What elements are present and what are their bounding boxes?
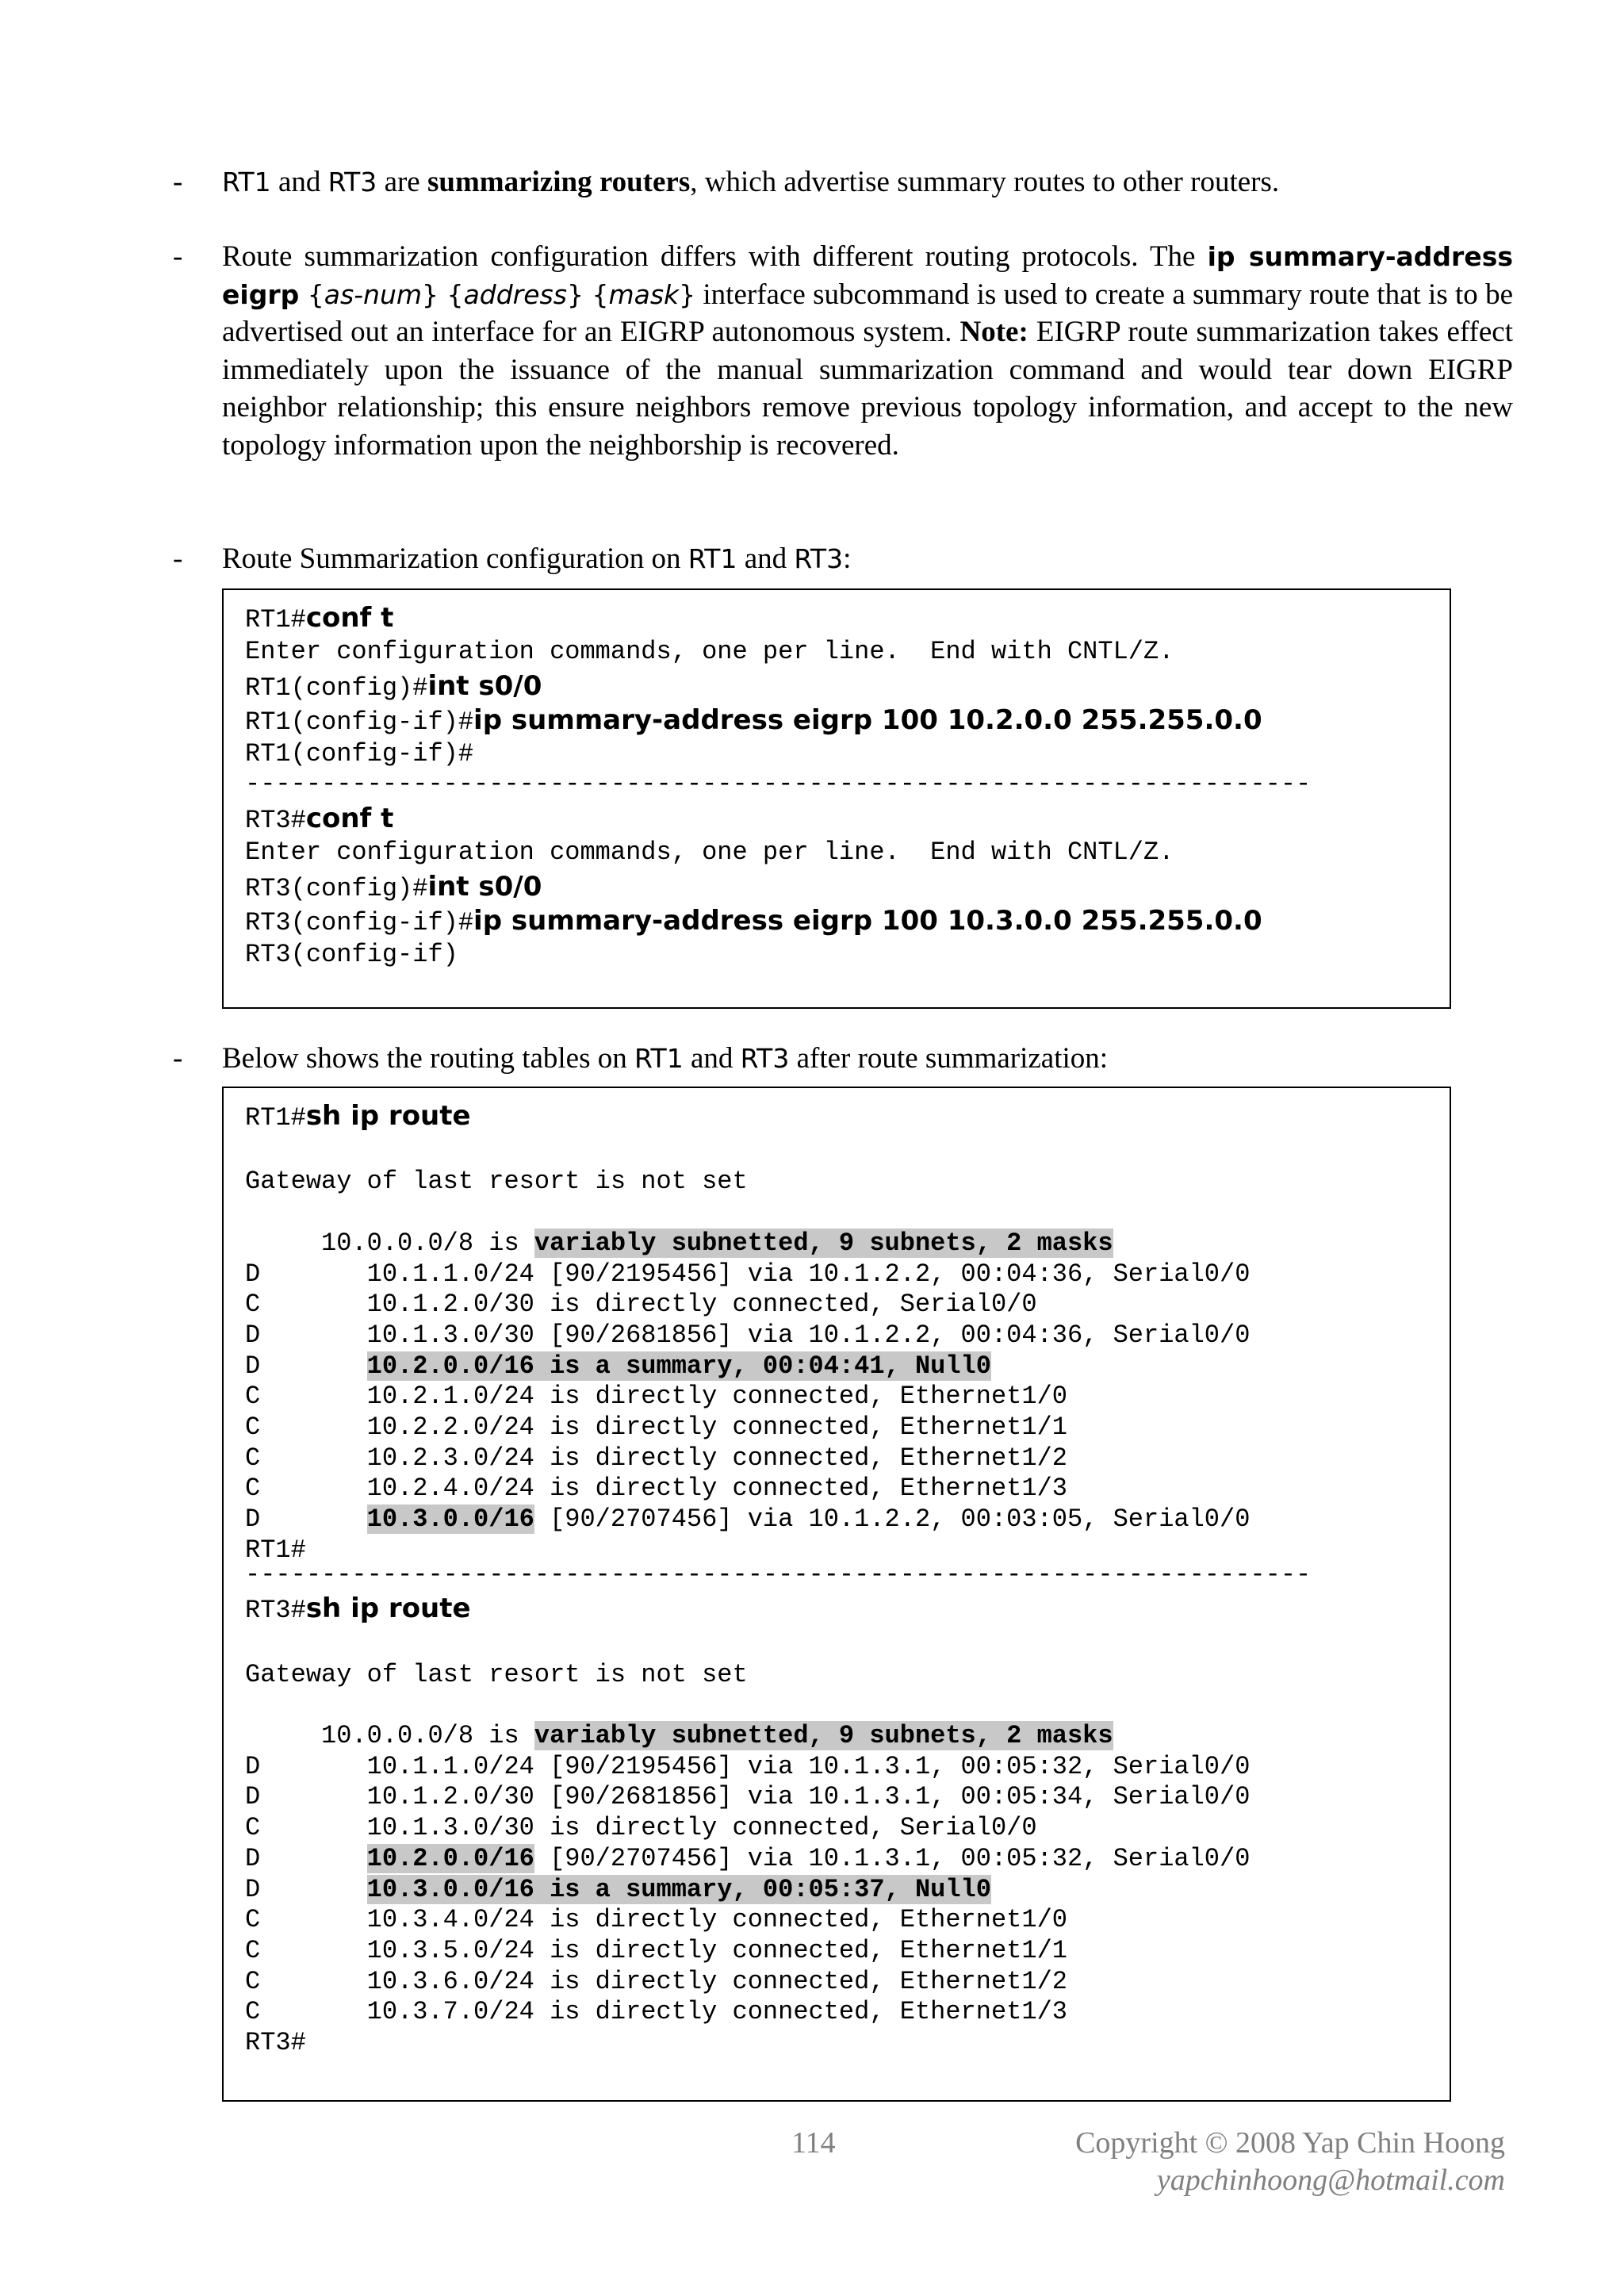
prompt: RT3# [245,806,306,835]
route-code: D [245,1782,367,1812]
text-config-heading: Route Summarization configuration on [222,542,688,575]
route-entry [245,1504,1250,1535]
router-name-rt3: RT3 [327,167,377,197]
route-code: C [245,1290,367,1320]
route-code: D [245,1351,367,1381]
code-line: Enter configuration commands, one per line. End with CNTL/Z. [245,637,1174,666]
command-ip-summary: ip summary- [1207,241,1396,272]
arg-brace: } { [422,278,464,310]
code-line [245,906,1262,936]
config-code-box [222,588,1451,1009]
text-and: and [737,542,795,575]
code-line: RT3(config-if) [245,940,458,969]
subnet-summary-line [245,1228,1113,1259]
route-detail: [90/2707456] via 10.1.2.2, 00:03:05, Serial0/0 [534,1504,1251,1535]
command: ip summary-address eigrp 100 10.2.0.0 255.255.0.0 [473,704,1262,736]
bullet-dash: - [173,1042,183,1075]
route-code: C [245,1966,367,1996]
command: int s0/0 [427,670,542,702]
route-code: D [245,1320,367,1350]
highlighted-route: 10.2.0.0/16 is a summary, 00:04:41, Null0 [366,1351,991,1381]
paragraph-config-heading [222,540,1513,578]
route-detail: 10.1.2.0/30 [90/2681856] via 10.1.3.1, 00:05:34, Serial0/0 [366,1782,1251,1812]
route-entry [245,1412,1067,1443]
highlighted-route: 10.3.0.0/16 [366,1504,534,1535]
route-code: C [245,1813,367,1843]
route-entry [245,1351,991,1382]
prompt: RT1(config)# [245,673,428,703]
author-email: yapchinhoong@hotmail.com [1156,2164,1505,2197]
paragraph-routing-tables-heading [222,1040,1513,1078]
route-detail: 10.1.2.0/30 is directly connected, Serial0/0 [366,1290,1037,1320]
route-detail: 10.1.3.0/30 [90/2681856] via 10.1.2.2, 00:04:36, Serial0/0 [366,1320,1251,1350]
prompt: RT3# [245,1596,306,1626]
router-name-rt3: RT3 [794,543,844,574]
arg-as-num: as-num [324,278,423,310]
note-label: Note: [959,316,1028,348]
separator-line: ---------------------------------------------------------------------- [245,1559,1312,1589]
paragraph-summarizing-routers [222,163,1513,201]
bullet-dash: - [173,240,183,273]
route-code: C [245,1997,367,2027]
arg-brace: { [299,278,324,310]
code-line: Gateway of last resort is not set [245,1167,748,1197]
route-entry [245,1844,1250,1874]
highlighted-text: variably subnetted, 9 subnets, 2 masks [534,1228,1113,1258]
route-code: C [245,1905,367,1935]
route-detail: 10.3.4.0/24 is directly connected, Ethernet1/0 [366,1905,1067,1935]
command: sh ip route [305,1100,471,1132]
text-rest: , which advertise summary routes to other routers. [690,166,1280,198]
route-code: D [245,1751,367,1781]
prompt: RT1# [245,1103,306,1133]
paragraph-summary-address-command [222,238,1513,464]
prompt: RT1# [245,605,306,634]
code-fragment: 10.0.0.0/8 is [245,1721,534,1750]
subnet-summary-line [245,1721,1113,1751]
route-entry [245,1905,1067,1935]
bullet-dash: - [173,166,183,198]
route-detail: 10.3.6.0/24 is directly connected, Ethernet1/2 [366,1966,1067,1996]
route-code: D [245,1874,367,1904]
highlighted-text: variably subnetted, 9 subnets, 2 masks [534,1721,1113,1750]
route-code: D [245,1843,367,1873]
route-entry [245,1382,1067,1412]
code-line: RT1# [245,1535,306,1565]
router-name-rt3: RT3 [740,1043,790,1074]
router-name-rt1: RT1 [688,543,737,574]
text-intro: Route summarization configuration differs with different routing protocols. The [222,240,1208,273]
route-detail: 10.1.1.0/24 [90/2195456] via 10.1.3.1, 00:05:32, Serial0/0 [366,1751,1251,1781]
code-line [245,705,1262,735]
route-code: C [245,1412,367,1442]
code-fragment: 10.0.0.0/8 is [245,1228,534,1258]
bullet-dash: - [173,542,183,575]
code-line [245,872,542,902]
route-detail: 10.2.1.0/24 is directly connected, Ethernet1/0 [366,1382,1067,1412]
code-line: RT1(config-if)# [245,739,474,769]
route-detail: 10.3.5.0/24 is directly connected, Ethernet1/1 [366,1935,1067,1965]
route-code: C [245,1474,367,1504]
route-entry [245,1259,1250,1290]
term-summarizing-routers: summarizing routers [427,166,691,198]
prompt: RT1(config-if)# [245,707,474,737]
route-entry [245,1936,1067,1966]
route-detail: 10.2.4.0/24 is directly connected, Ethernet1/3 [366,1474,1067,1504]
route-code: D [245,1504,367,1535]
arg-address: address [463,278,567,310]
text-after-command: interface subcommand is used to create a summary route that is to be advertised out an interface for an EIGRP autonomous system. [222,278,1513,348]
router-name-rt1: RT1 [222,167,271,197]
text-and: and [683,1042,741,1075]
route-entry [245,1320,1250,1351]
routing-table-code-box [222,1087,1451,2102]
code-line [245,1101,471,1131]
route-code: D [245,1259,367,1289]
command: ip summary-address eigrp 100 10.3.0.0 255.255.0.0 [473,905,1262,937]
copyright-notice: Copyright © 2008 Yap Chin Hoong [1075,2126,1505,2160]
command: conf t [305,602,394,634]
highlighted-route: 10.3.0.0/16 is a summary, 00:05:37, Null0 [366,1874,991,1904]
route-entry [245,1813,1037,1843]
command: sh ip route [305,1593,471,1625]
route-entry [245,1290,1037,1320]
highlighted-route: 10.2.0.0/16 [366,1843,534,1873]
prompt: RT3(config)# [245,874,428,903]
route-entry [245,1752,1250,1782]
route-code: C [245,1935,367,1965]
command: conf t [305,803,394,834]
route-entry [245,1967,1067,1997]
arg-brace: } [679,278,696,310]
route-detail: 10.1.3.0/30 is directly connected, Serial0/0 [366,1813,1037,1843]
arg-mask: mask [608,278,680,310]
page-number: 114 [791,2126,836,2160]
prompt: RT3(config-if)# [245,908,474,937]
code-line: Gateway of last resort is not set [245,1659,748,1689]
arg-brace: } { [566,278,609,310]
text-colon: : [843,542,852,575]
route-entry [245,1782,1250,1812]
command: int s0/0 [427,871,542,903]
route-detail: 10.2.3.0/24 is directly connected, Ethernet1/2 [366,1443,1067,1473]
command-address-eigrp: address eigrp [222,241,1513,310]
text-and: and [270,166,328,198]
code-line: Enter configuration commands, one per line. End with CNTL/Z. [245,838,1174,867]
route-entry [245,1875,991,1905]
route-code: C [245,1382,367,1412]
route-detail: [90/2707456] via 10.1.3.1, 00:05:32, Serial0/0 [534,1843,1251,1873]
route-entry [245,1443,1067,1474]
code-line [245,803,393,834]
separator-line: ---------------------------------------------------------------------- [245,769,1312,799]
code-line [245,603,393,633]
router-name-rt1: RT1 [634,1043,684,1074]
route-entry [245,1997,1067,2027]
code-line: RT3# [245,2028,306,2057]
text-routing-heading: Below shows the routing tables on [222,1042,635,1075]
route-entry [245,1474,1067,1504]
text-are: are [377,166,427,198]
route-detail: 10.1.1.0/24 [90/2195456] via 10.1.2.2, 00:04:36, Serial0/0 [366,1259,1251,1289]
note-text: EIGRP route summarization takes effect immediately upon the issuance of the manual summarization command and would tear down EIGRP neighbor relationship; this ensure neighbors remove previous topology information, and accept to the new topology information upon the neighborship is recovered. [222,316,1513,462]
code-line [245,1593,471,1626]
route-code: C [245,1443,367,1473]
route-detail: 10.3.7.0/24 is directly connected, Ethernet1/3 [366,1997,1067,2027]
route-detail: 10.2.2.0/24 is directly connected, Ethernet1/1 [366,1412,1067,1442]
code-line [245,671,542,701]
text-rest: after route summarization: [789,1042,1109,1075]
